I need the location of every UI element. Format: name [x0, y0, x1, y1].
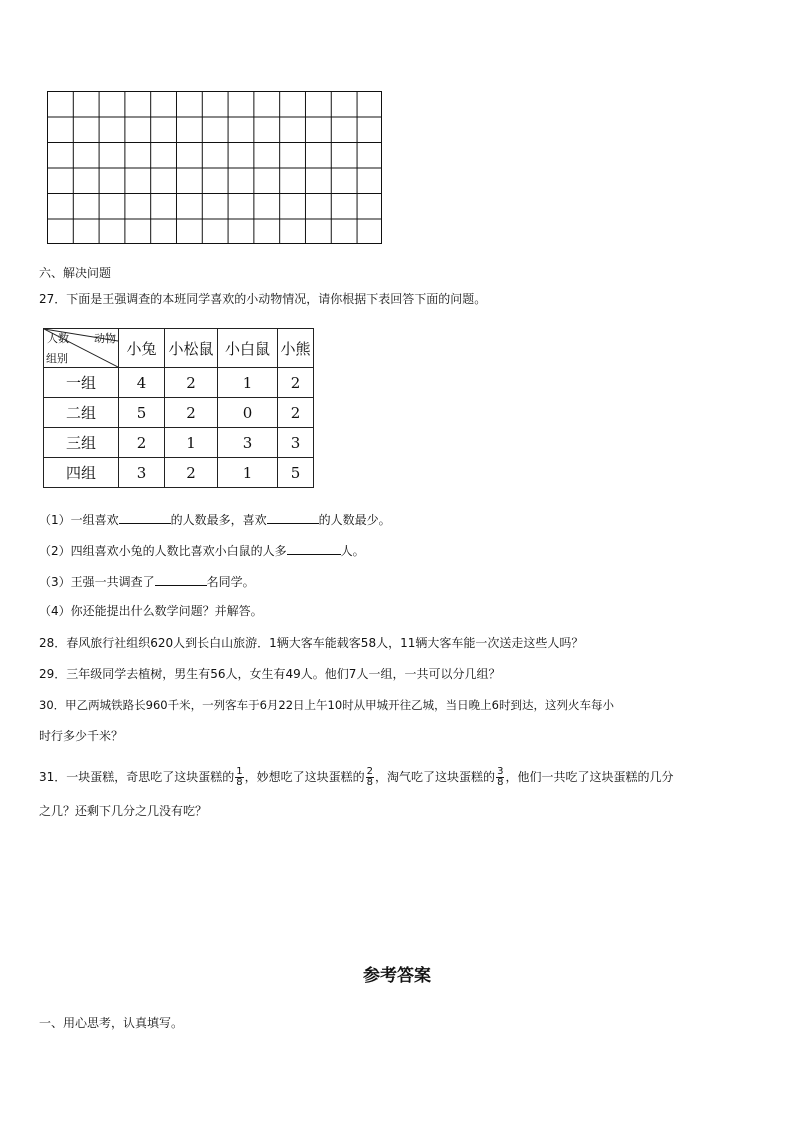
survey-table — [43, 328, 314, 488]
question-31-line2: 之几？还剩下几分之几没有吃？ — [39, 804, 208, 818]
corner-label-animal: 动物 — [94, 332, 116, 345]
table-cell: 5 — [278, 458, 314, 488]
table-cell: 2 — [165, 398, 218, 428]
table-cell: 2 — [278, 398, 314, 428]
sub3-text-b: 名同学。 — [206, 575, 255, 589]
question-27-sub1 — [39, 511, 391, 527]
table-row — [44, 428, 314, 458]
q31-text-part3: ，淘气吃了这块蛋糕的 — [375, 770, 496, 784]
answer-blank[interactable] — [155, 573, 207, 586]
row-group-label: 三组 — [44, 428, 119, 458]
survey-table-corner-cell — [44, 329, 119, 368]
row-group-label: 一组 — [44, 368, 119, 398]
table-cell: 1 — [165, 428, 218, 458]
fraction-numerator: 2 — [366, 766, 374, 777]
table-row — [44, 398, 314, 428]
q31-text-part2: ，妙想吃了这块蛋糕的 — [244, 770, 365, 784]
question-27-text: 27．下面是王强调查的本班同学喜欢的小动物情况，请你根据下表回答下面的问题。 — [39, 292, 487, 306]
survey-table-header-row — [44, 329, 314, 368]
corner-label-count: 人数 — [47, 332, 69, 345]
table-cell: 1 — [218, 458, 278, 488]
sub2-text-a: （2）四组喜欢小兔的人数比喜欢小白鼠的人多 — [39, 544, 287, 558]
sub1-text-c: 的人数最少。 — [318, 513, 391, 527]
table-cell: 3 — [218, 428, 278, 458]
answer-blank[interactable] — [267, 511, 319, 524]
table-cell: 0 — [218, 398, 278, 428]
sub1-text-a: （1）一组喜欢 — [39, 513, 119, 527]
table-cell: 5 — [119, 398, 165, 428]
table-row — [44, 368, 314, 398]
question-27-sub2 — [39, 542, 365, 558]
question-30-line1: 30．甲乙两城铁路长960千米，一列客车于6月22日上午10时从甲城开往乙城，当日晚上6时到达，这列火车每小 — [39, 698, 614, 712]
table-cell: 1 — [218, 368, 278, 398]
table-cell: 3 — [278, 428, 314, 458]
question-27-sub4: （4）你还能提出什么数学问题？并解答。 — [39, 604, 263, 618]
q31-text-part4: ，他们一共吃了这块蛋糕的几分 — [505, 770, 674, 784]
fraction-one-eighth — [235, 767, 243, 788]
fraction-denominator: 8 — [236, 777, 243, 788]
fraction-three-eighths — [496, 767, 504, 788]
q31-text-part1: 31．一块蛋糕，奇思吃了这块蛋糕的 — [39, 770, 235, 784]
table-cell: 2 — [165, 458, 218, 488]
row-group-label: 四组 — [44, 458, 119, 488]
corner-label-group: 组别 — [46, 352, 68, 365]
fraction-two-eighths — [366, 767, 374, 788]
grid-paper — [47, 91, 382, 244]
question-27-sub3 — [39, 573, 255, 589]
table-cell: 2 — [165, 368, 218, 398]
question-28-text: 28．春风旅行社组织620人到长白山旅游．1辆大客车能载客58人，11辆大客车能一次送走这些人吗？ — [39, 636, 584, 650]
fraction-numerator: 3 — [497, 766, 504, 777]
table-cell: 4 — [119, 368, 165, 398]
fraction-denominator: 8 — [497, 777, 504, 788]
answer-section-one-heading: 一、用心思考，认真填写。 — [39, 1016, 184, 1030]
column-header: 小松鼠 — [165, 329, 218, 368]
column-header: 小白鼠 — [218, 329, 278, 368]
table-row — [44, 458, 314, 488]
column-header: 小兔 — [119, 329, 165, 368]
answer-blank[interactable] — [119, 511, 171, 524]
question-30-line2: 时行多少千米？ — [39, 729, 124, 743]
sub2-text-b: 人。 — [340, 544, 365, 558]
question-31-line1 — [39, 764, 673, 790]
answer-key-title: 参考答案 — [363, 966, 431, 986]
question-29-text: 29．三年级同学去植树，男生有56人，女生有49人。他们7人一组，一共可以分几组？ — [39, 667, 501, 681]
answer-blank[interactable] — [287, 542, 341, 555]
column-header: 小熊 — [278, 329, 314, 368]
row-group-label: 二组 — [44, 398, 119, 428]
table-cell: 2 — [119, 428, 165, 458]
table-cell: 3 — [119, 458, 165, 488]
sub1-text-b: 的人数最多，喜欢 — [170, 513, 267, 527]
table-cell: 2 — [278, 368, 314, 398]
fraction-denominator: 8 — [366, 777, 374, 788]
sub3-text-a: （3）王强一共调查了 — [39, 575, 155, 589]
fraction-numerator: 1 — [236, 766, 243, 777]
section-six-heading: 六、解决问题 — [39, 266, 112, 280]
